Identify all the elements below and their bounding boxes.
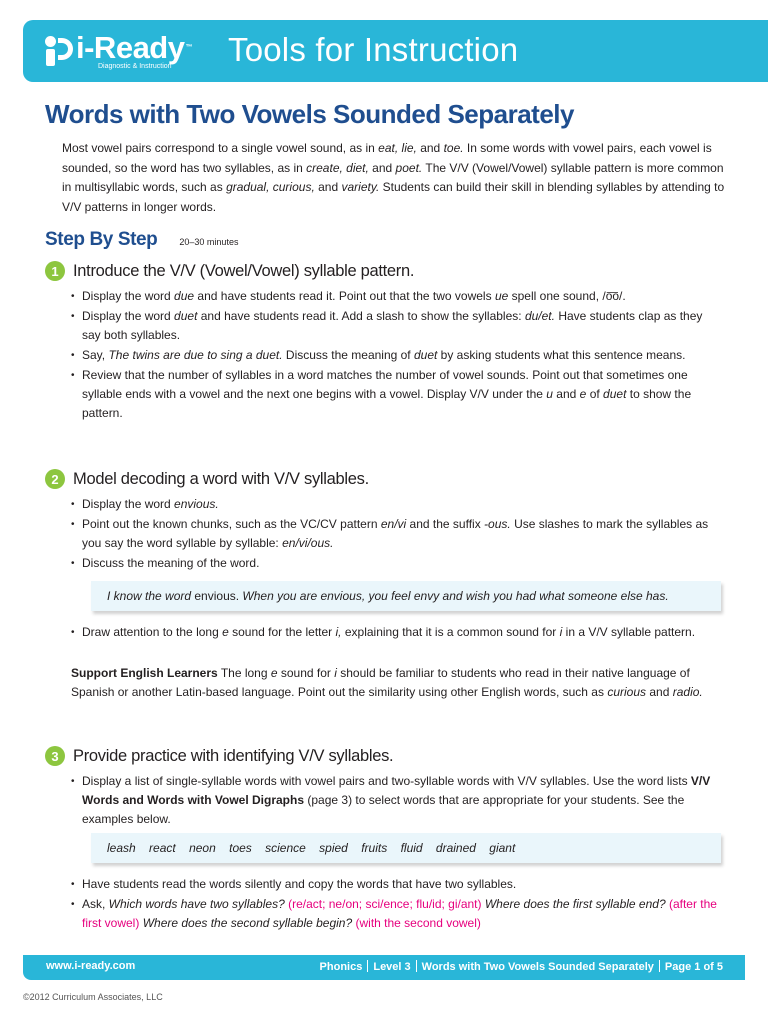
list-item: • Display the word due and have students read it. Point out that the two vowels ue spell one sound, /o͞o/. bbox=[71, 287, 721, 306]
list-item: • Ask, Which words have two syllables? (re/act; ne/on; sci/ence; flu/id; gi/ant) Where does the first syllable end? (after the first vowel) Where does the second syllable begin? (with the second vowel) bbox=[71, 895, 721, 933]
support-english-learners: Support English Learners The long e sound for i should be familiar to students who read in their native language of Spanish or another Latin-based language. Point out the similarity using other English words, such as curious and radio. bbox=[71, 666, 703, 699]
step-1-section bbox=[45, 259, 725, 423]
footer-bar bbox=[23, 955, 745, 980]
list-item: • Review that the number of syllables in a word matches the number of vowel sounds. Point out that sometimes one syllable ends with a vowel and the next one begins with a vowel. Display V/V under the u and e of duet to show the pattern. bbox=[71, 366, 721, 423]
step-by-step-heading bbox=[45, 229, 238, 251]
step-3-title: Provide practice with identifying V/V syllables. bbox=[73, 746, 394, 765]
word-item: giant bbox=[489, 841, 516, 855]
footer-website-link[interactable]: www.i-ready.com bbox=[46, 960, 136, 972]
intro-paragraph: Most vowel pairs correspond to a single vowel sound, as in eat, lie, and toe. In some words with vowel pairs, each vowel is sounded, so the word has two syllables, as in create, diet, and poet. The V/V (Vowel/Vowel) syllable pattern is more common in multisyllabic words, such as gradual, curious, and variety. Students can build their skill in blending syllables by attending to V/V patterns in longer words. bbox=[62, 141, 725, 214]
header-title: Tools for Instruction bbox=[228, 31, 519, 68]
logo-trademark: ™ bbox=[185, 44, 192, 51]
header-bar bbox=[23, 20, 768, 82]
list-item: • Discuss the meaning of the word. bbox=[71, 554, 721, 573]
word-item: spied bbox=[319, 841, 348, 855]
step-number-badge: 3 bbox=[45, 746, 65, 766]
step-2-continued bbox=[45, 622, 725, 642]
step-2-section bbox=[45, 467, 725, 573]
logo-name: i-Ready bbox=[76, 30, 185, 65]
word-item: react bbox=[149, 841, 176, 855]
step-1-title: Introduce the V/V (Vowel/Vowel) syllable pattern. bbox=[73, 261, 415, 280]
iready-logo-icon bbox=[45, 36, 75, 66]
step-3-continued bbox=[45, 874, 725, 933]
list-item: • Display the word envious. bbox=[71, 495, 721, 514]
word-item: neon bbox=[189, 841, 216, 855]
step-3-section bbox=[45, 744, 725, 829]
word-item: fluid bbox=[400, 841, 423, 855]
list-item: • Point out the known chunks, such as the VC/CV pattern en/vi and the suffix -ous. Use slashes to mark the syllables as you say the word syllable by syllable: en/vi/ous. bbox=[71, 515, 721, 553]
copyright: ©2012 Curriculum Associates, LLC bbox=[23, 992, 163, 1002]
list-item: • Have students read the words silently and copy the words that have two syllables. bbox=[71, 875, 721, 894]
footer-meta bbox=[320, 960, 723, 973]
example-callout: I know the word envious. When you are envious, you feel envy and wish you had what someone else has. bbox=[91, 581, 721, 611]
word-item: drained bbox=[435, 841, 476, 855]
step-2-title: Model decoding a word with V/V syllables. bbox=[73, 469, 369, 488]
footer-level: Level 3 bbox=[373, 961, 411, 973]
word-list-callout bbox=[91, 833, 721, 863]
footer-page-number: Page 1 of 5 bbox=[664, 961, 723, 973]
word-item: leash bbox=[107, 841, 136, 855]
support-label: Support English Learners bbox=[71, 666, 218, 680]
footer-lesson: Words with Two Vowels Sounded Separately bbox=[421, 961, 654, 973]
step-duration: 20–30 minutes bbox=[179, 237, 239, 247]
word-item: fruits bbox=[361, 841, 388, 855]
word-item: science bbox=[265, 841, 306, 855]
page-title: Words with Two Vowels Sounded Separately bbox=[45, 99, 574, 129]
list-item: • Display the word duet and have students read it. Add a slash to show the syllables: du/et. Have students clap as they say both syllables. bbox=[71, 307, 721, 345]
list-item: • Draw attention to the long e sound for the letter i, explaining that it is a common sound for i in a V/V syllable pattern. bbox=[71, 623, 721, 642]
step-number-badge: 2 bbox=[45, 469, 65, 489]
logo-subtitle: Diagnostic & Instruction bbox=[98, 63, 172, 70]
step-number-badge: 1 bbox=[45, 261, 65, 281]
divider bbox=[416, 960, 417, 972]
footer-subject: Phonics bbox=[319, 961, 363, 973]
word-item: toes bbox=[229, 841, 252, 855]
list-item: • Display a list of single-syllable words with vowel pairs and two-syllable words with V/V syllables. Use the word lists V/V Words and Words with Vowel Digraphs (page 3) to select words that are appropriate for your students. See the examples below. bbox=[71, 772, 721, 829]
divider bbox=[367, 960, 368, 972]
divider bbox=[659, 960, 660, 972]
list-item: • Say, The twins are due to sing a duet. Discuss the meaning of duet by asking students what this sentence means. bbox=[71, 346, 721, 365]
step-by-step-title: Step By Step bbox=[45, 229, 158, 250]
iready-logo bbox=[45, 32, 192, 71]
